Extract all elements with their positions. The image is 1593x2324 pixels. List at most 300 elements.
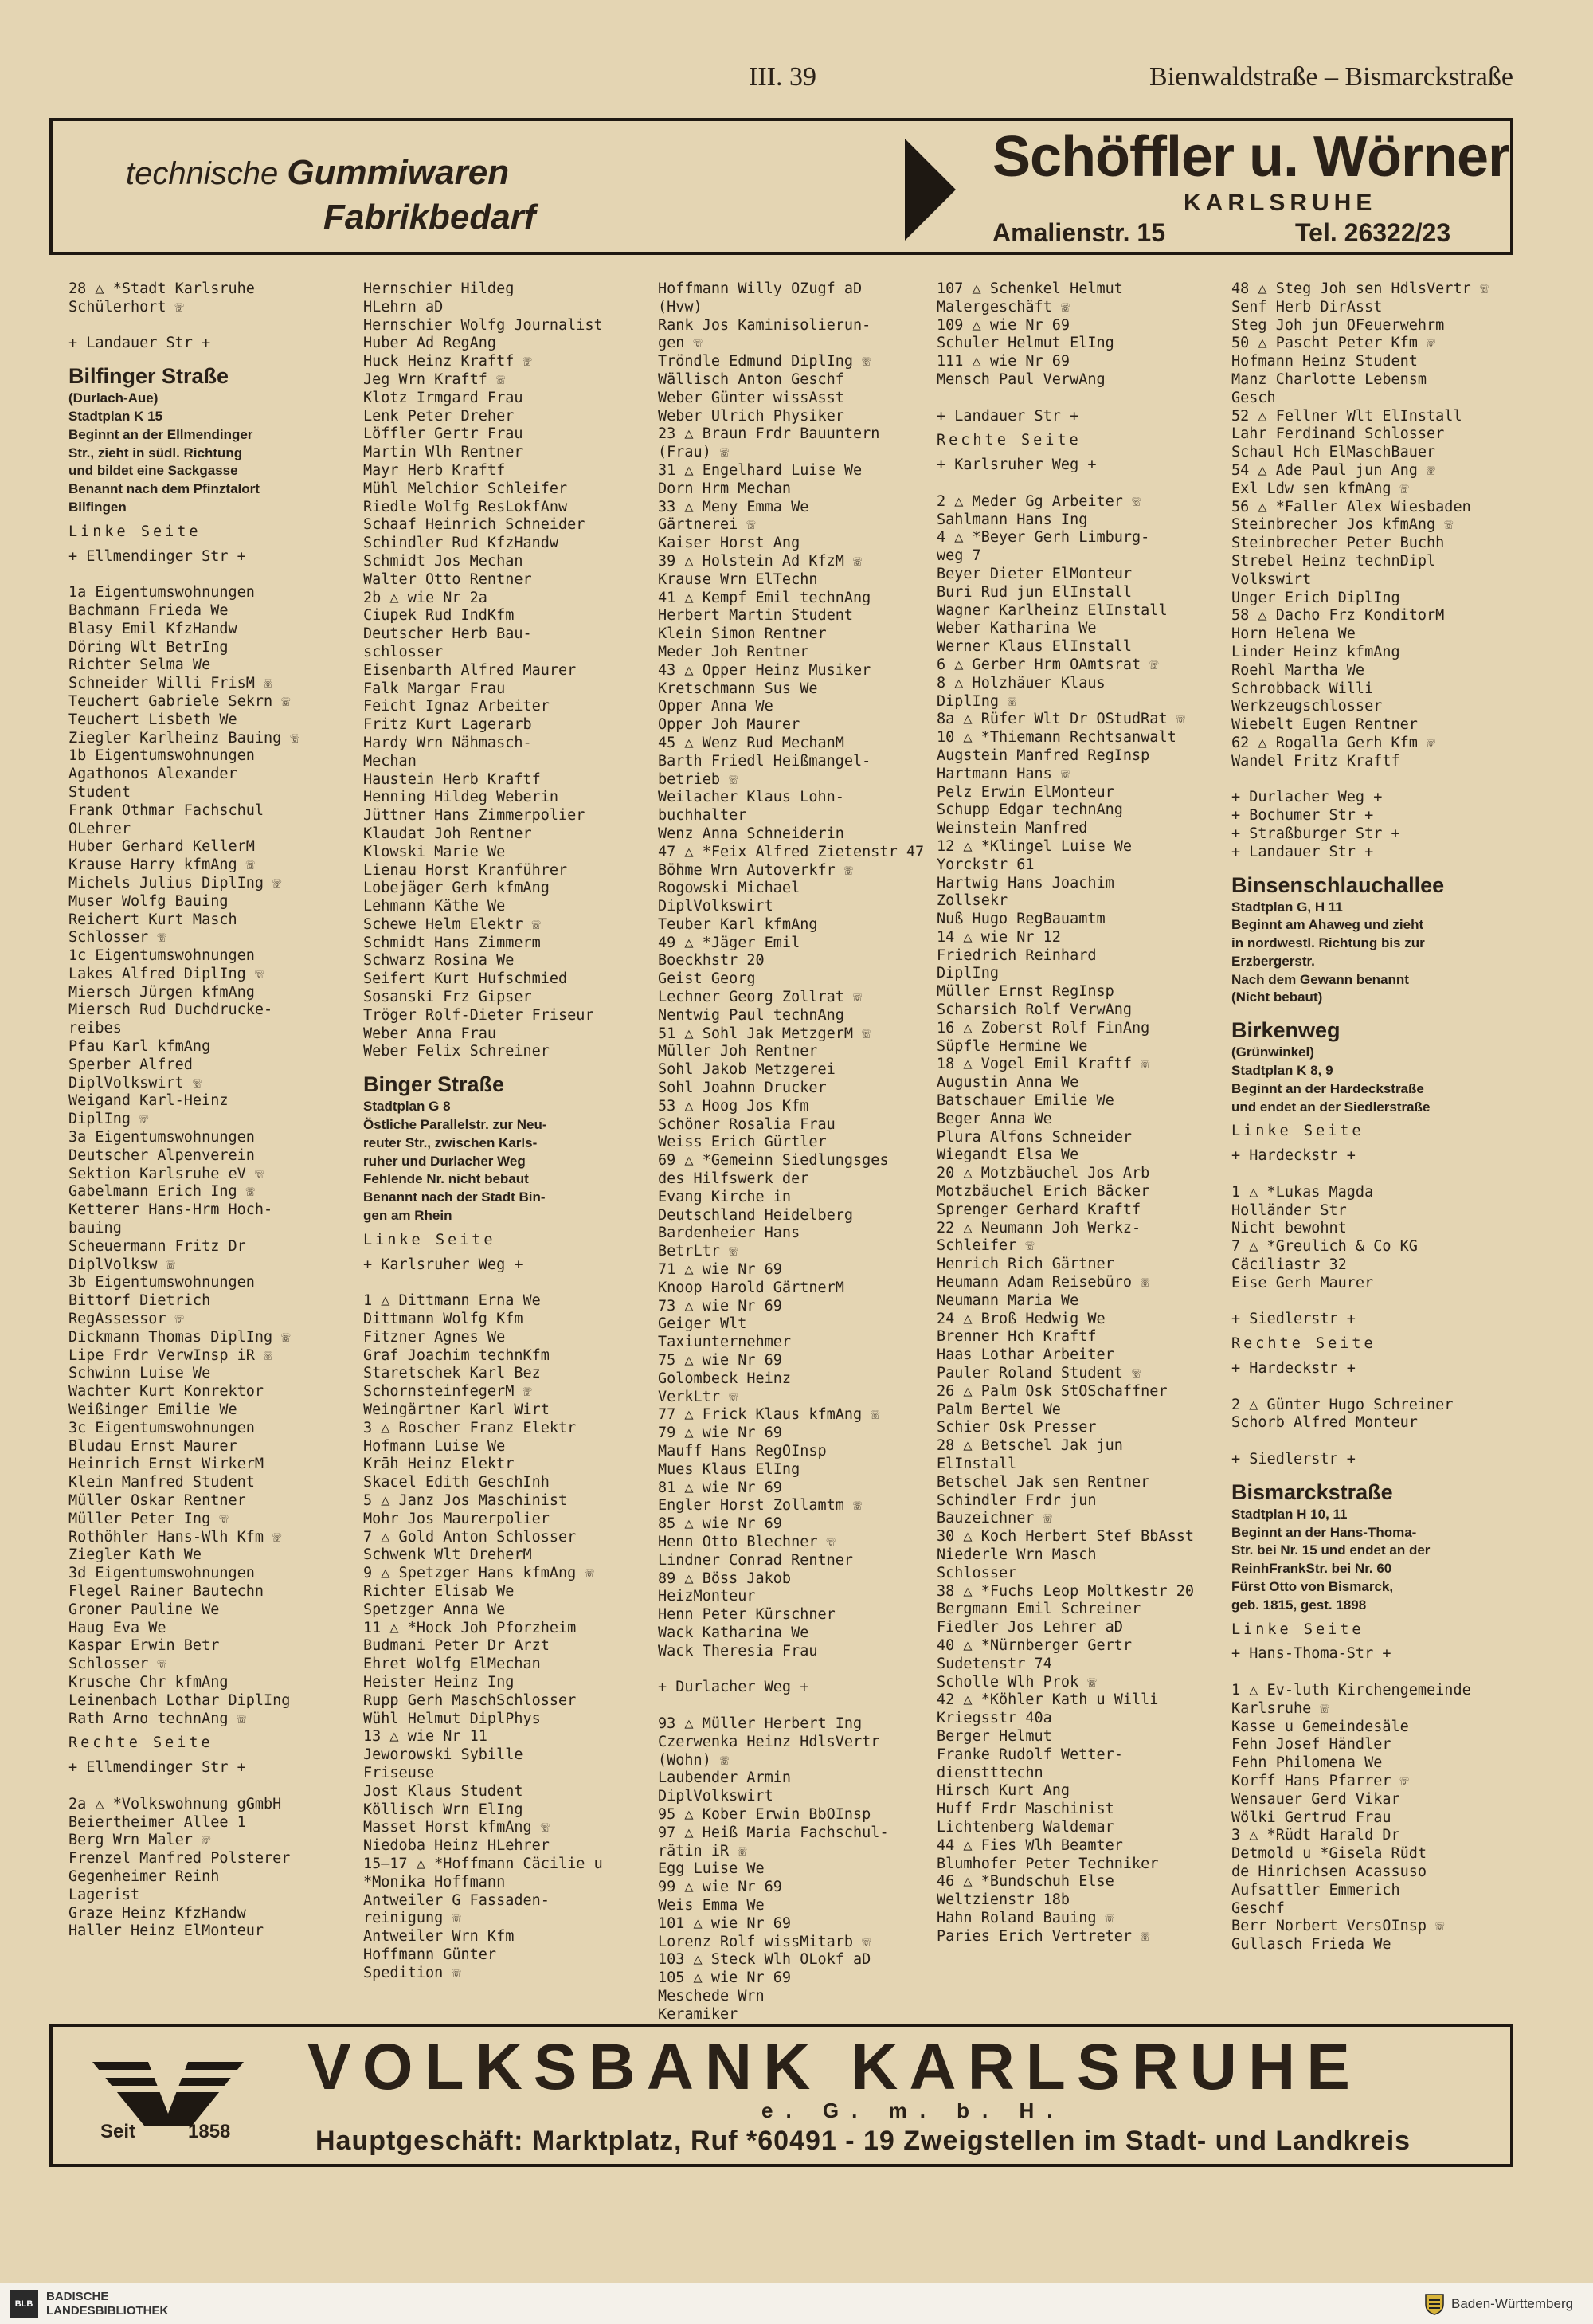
entry-line: 40 △ *Nürnberger Gertr bbox=[937, 1636, 1133, 1654]
entry-line: + Siedlerstr + bbox=[1231, 1451, 1356, 1468]
entry-line: Huber Ad RegAng bbox=[363, 335, 497, 352]
ad-city: KARLSRUHE bbox=[1184, 190, 1377, 216]
entry-line: buchhalter bbox=[658, 807, 747, 825]
entry-line: 3b Eigentumswohnungen bbox=[68, 1274, 255, 1291]
entry-line bbox=[1231, 1293, 1517, 1311]
entry-line bbox=[937, 475, 1222, 493]
entry-line: Senf Herb DirAsst bbox=[1231, 298, 1383, 315]
entry-line: 99 △ wie Nr 69 bbox=[658, 1879, 782, 1896]
entry-line bbox=[68, 1777, 354, 1796]
entry-line: 31 △ Engelhard Luise We bbox=[658, 461, 863, 479]
entry-line bbox=[658, 1697, 943, 1715]
entry-line: Schwenk Wlt DreherM bbox=[363, 1546, 532, 1564]
entry-line: Lagerist bbox=[68, 1886, 140, 1903]
entry-line: Schewe Helm Elektr ☏ bbox=[363, 915, 541, 933]
entry-line: Ziegler Kath We bbox=[68, 1546, 202, 1564]
entry-line: Weingärtner Karl Wirt bbox=[363, 1401, 550, 1419]
entry-line: 97 △ Heiß Maria Fachschul- bbox=[658, 1824, 889, 1841]
entry-line: + Bochumer Str + bbox=[1231, 807, 1374, 825]
entry-line: 3a Eigentumswohnungen bbox=[68, 1129, 255, 1146]
entry-line: 4 △ *Beyer Gerh Limburg- bbox=[937, 529, 1150, 547]
entry-line: Cäciliastr 32 bbox=[1231, 1256, 1347, 1274]
street-heading: Binsenschlauchallee bbox=[1231, 872, 1445, 897]
entry-line: Steinbrecher Jos kfmAng ☏ bbox=[1231, 516, 1454, 534]
entry-line: Beiertheimer Allee 1 bbox=[68, 1813, 246, 1831]
entry-line: 73 △ wie Nr 69 bbox=[658, 1297, 782, 1315]
entry-line: Lechner Georg Zollrat ☏ bbox=[658, 989, 863, 1006]
street-info: (Grünwinkel) bbox=[1231, 1044, 1314, 1060]
entry-line: Sudetenstr 74 bbox=[937, 1655, 1052, 1672]
entry-line: 10 △ *Thiemann Rechtsanwalt bbox=[937, 729, 1176, 747]
entry-line: Lienau Horst Kranführer bbox=[363, 861, 568, 879]
entry-line: Eisenbarth Alfred Maurer bbox=[363, 661, 577, 679]
entry-line: ElInstall bbox=[937, 1456, 1017, 1472]
street-info: Fürst Otto von Bismarck, bbox=[1231, 1579, 1394, 1594]
entry-line: Engler Horst Zollamtm ☏ bbox=[658, 1497, 863, 1515]
entry-line: 2 △ Meder Gg Arbeiter ☏ bbox=[937, 492, 1141, 510]
entry-line: 49 △ *Jäger Emil bbox=[658, 934, 800, 951]
entry-line: 53 △ Hoog Jos Kfm bbox=[658, 1097, 809, 1115]
entry-line: Barth Friedl Heißmangel- bbox=[658, 752, 871, 770]
entry-line: Haller Heinz ElMonteur bbox=[68, 1922, 264, 1940]
entry-line: Paries Erich Vertreter ☏ bbox=[937, 1927, 1150, 1945]
entry-line: Spetzger Anna We bbox=[363, 1601, 506, 1618]
entry-line: Ehret Wolfg ElMechan bbox=[363, 1656, 541, 1673]
entry-line: Scholle Wlh Prok ☏ bbox=[937, 1673, 1097, 1691]
entry-line: Schlosser ☏ bbox=[68, 1656, 166, 1673]
entry-line: Schrobback Willi bbox=[1231, 680, 1374, 697]
entry-line: 3c Eigentumswohnungen bbox=[68, 1419, 255, 1436]
entry-line: Hartmann Hans ☏ bbox=[937, 765, 1070, 782]
entry-line: SchornsteinfegerM ☏ bbox=[363, 1383, 532, 1401]
street-heading: Bilfinger Straße bbox=[68, 364, 229, 389]
street-info: und bildet eine Sackgasse bbox=[68, 463, 238, 479]
street-info: Beginnt am Ahaweg und zieht bbox=[1231, 917, 1424, 933]
side-heading: Linke Seite bbox=[363, 1231, 496, 1248]
entry-line: DiplVolksw ☏ bbox=[68, 1256, 175, 1273]
entry-line: 7 △ *Greulich & Co KG bbox=[1231, 1238, 1418, 1256]
entry-line: 77 △ Frick Klaus kfmAng ☏ bbox=[658, 1406, 880, 1424]
entry-line: 16 △ Zoberst Rolf FinAng bbox=[937, 1019, 1150, 1037]
entry-line: Student bbox=[68, 783, 131, 801]
entry-line: Riedle Wolfg ResLokfAnw bbox=[363, 498, 568, 515]
street-info: Stadtplan G 8 bbox=[363, 1099, 451, 1115]
entry-line: Richter Selma We bbox=[68, 656, 211, 674]
entry-line: Lahr Ferdinand Schlosser bbox=[1231, 425, 1445, 443]
entry-line: Yorckstr 61 bbox=[937, 856, 1035, 873]
entry-line: 8 △ Holzhäuer Klaus bbox=[937, 674, 1106, 692]
entry-line: Rupp Gerh MaschSchlosser bbox=[363, 1691, 577, 1709]
entry-line: Lorenz Rolf wissMitarb ☏ bbox=[658, 1933, 871, 1950]
entry-line bbox=[1231, 1378, 1517, 1397]
street-heading: Bismarckstraße bbox=[1231, 1479, 1393, 1504]
entry-line: HeizMonteur bbox=[658, 1588, 756, 1605]
entry-line: betrieb ☏ bbox=[658, 770, 738, 788]
entry-line: Franke Rudolf Wetter- bbox=[937, 1746, 1123, 1763]
entry-line: Sosanski Frz Gipser bbox=[363, 989, 532, 1006]
entry-line: Steg Joh jun OFeuerwehrm bbox=[1231, 316, 1445, 334]
page-number: III. 39 bbox=[749, 62, 816, 92]
entry-line: Taxiunternehmer bbox=[658, 1334, 792, 1351]
entry-line: OLehrer bbox=[68, 820, 131, 837]
street-info: Benannt nach dem Pfinztalort bbox=[68, 481, 260, 497]
entry-line: Hardy Wrn Nähmasch- bbox=[363, 734, 532, 751]
street-info: Benannt nach der Stadt Bin- bbox=[363, 1189, 546, 1205]
entry-line: Krāh Heinz Elektr bbox=[363, 1456, 515, 1473]
street-info: Beginnt an der Ellmendinger bbox=[68, 426, 253, 442]
entry-line: Wiebelt Eugen Rentner bbox=[1231, 716, 1418, 734]
entry-line: Brenner Hch Kraftf bbox=[937, 1328, 1097, 1346]
entry-line: Batschauer Emilie We bbox=[937, 1092, 1114, 1110]
entry-line: 23 △ Braun Frdr Bauuntern bbox=[658, 425, 880, 443]
entry-line: Löffler Gertr Frau bbox=[363, 425, 523, 443]
entry-line: + Hans-Thoma-Str + bbox=[1231, 1645, 1391, 1663]
entry-line: Plura Alfons Schneider bbox=[937, 1128, 1133, 1146]
entry-line bbox=[1231, 771, 1517, 790]
entry-line: Geist Georg bbox=[658, 970, 756, 988]
entry-line: Karlsruhe ☏ bbox=[1231, 1699, 1329, 1717]
entry-line: + Durlacher Weg + bbox=[658, 1679, 809, 1696]
entry-line: 2a △ *Volkswohnung gGmbH bbox=[68, 1795, 282, 1813]
entry-line: Bittorf Dietrich bbox=[68, 1292, 211, 1310]
entry-line: Hofmann Heinz Student bbox=[1231, 353, 1418, 370]
entry-line: 3 △ Roscher Franz Elektr bbox=[363, 1419, 577, 1436]
entry-line: Aufsattler Emmerich bbox=[1231, 1881, 1400, 1899]
entry-line: 47 △ *Feix Alfred Zietenstr 47 bbox=[658, 843, 925, 860]
entry-line: Hartwig Hans Joachim bbox=[937, 874, 1114, 892]
entry-line: Haustein Herb Kraftf bbox=[363, 770, 541, 788]
entry-line: Keramiker bbox=[658, 2005, 738, 2023]
entry-line: Kaspar Erwin Betr bbox=[68, 1637, 220, 1655]
entry-line: Wölki Gertrud Frau bbox=[1231, 1809, 1391, 1826]
entry-line: Nentwig Paul technAng bbox=[658, 1006, 844, 1024]
entry-line: Lenk Peter Dreher bbox=[363, 407, 515, 425]
entry-line: Holländer Str bbox=[1231, 1201, 1347, 1219]
entry-line: 103 △ Steck Wlh OLokf aD bbox=[658, 1951, 871, 1969]
entry-line: Evang Kirche in bbox=[658, 1188, 792, 1205]
entry-line: 9 △ Spetzger Hans kfmAng ☏ bbox=[363, 1565, 594, 1582]
entry-line: Manz Charlotte Lebensm bbox=[1231, 370, 1427, 388]
entry-line: Huber Gerhard KellerM bbox=[68, 838, 255, 856]
entry-line: Mohr Jos Maurerpolier bbox=[363, 1510, 550, 1527]
entry-line: Bardenheier Hans bbox=[658, 1225, 800, 1242]
entry-line: Weber Anna Frau bbox=[363, 1025, 497, 1042]
entry-line: Mues Klaus ElIng bbox=[658, 1460, 800, 1478]
entry-line: schlosser bbox=[363, 643, 444, 660]
entry-line: Schwarz Rosina We bbox=[363, 952, 515, 970]
entry-line: Strebel Heinz technDipl bbox=[1231, 552, 1436, 570]
ad-seit: Seit bbox=[100, 2121, 136, 2142]
entry-line: de Hinrichsen Acassuso bbox=[1231, 1863, 1427, 1880]
entry-line: Sohl Joahnn Drucker bbox=[658, 1080, 827, 1097]
entry-line: Beyer Dieter ElMonteur bbox=[937, 565, 1133, 582]
entry-line: Tröger Rolf-Dieter Friseur bbox=[363, 1006, 594, 1024]
entry-line: HLehrn aD bbox=[363, 298, 444, 315]
directory-column-3 bbox=[658, 280, 943, 2024]
advertisement-volksbank bbox=[49, 2024, 1513, 2167]
ad-text-gummiwaren: Gummiwaren bbox=[287, 153, 510, 192]
entry-line: 18 △ Vogel Emil Kraftf ☏ bbox=[937, 1056, 1150, 1073]
entry-line: Fritz Kurt Lagerarb bbox=[363, 716, 532, 734]
street-info: ReinhFrankStr. bei Nr. 60 bbox=[1231, 1561, 1392, 1577]
entry-line: Lichtenberg Waldemar bbox=[937, 1818, 1114, 1836]
street-heading: Birkenweg bbox=[1231, 1018, 1341, 1043]
entry-line bbox=[937, 390, 1222, 408]
street-info: Fehlende Nr. nicht bebaut bbox=[363, 1171, 529, 1187]
entry-line: *Monika Hoffmann bbox=[363, 1873, 506, 1891]
entry-line: 107 △ Schenkel Helmut bbox=[937, 280, 1123, 297]
entry-line: Niederle Wrn Masch bbox=[937, 1546, 1097, 1563]
entry-line: Opper Anna We bbox=[658, 698, 773, 715]
entry-line: Klein Manfred Student bbox=[68, 1474, 255, 1491]
entry-line: Sektion Karlsruhe eV ☏ bbox=[68, 1165, 264, 1182]
ad-address: Amalienstr. 15 bbox=[992, 218, 1165, 247]
entry-line: Müller Joh Rentner bbox=[658, 1043, 818, 1060]
entry-line: 79 △ wie Nr 69 bbox=[658, 1425, 782, 1442]
entry-line: Döring Wlt BetrIng bbox=[68, 638, 229, 656]
entry-line: Hofmann Luise We bbox=[363, 1437, 506, 1455]
entry-line: Augstein Manfred RegInsp bbox=[937, 747, 1150, 764]
entry-line: Zollsekr bbox=[937, 892, 1008, 910]
entry-line: Gullasch Frieda We bbox=[1231, 1936, 1391, 1954]
entry-line: rätin iR ☏ bbox=[658, 1842, 747, 1860]
ad-phone: Tel. 26322/23 bbox=[1295, 218, 1451, 247]
entry-line: Werner Klaus ElInstall bbox=[937, 638, 1133, 656]
entry-line: Walter Otto Rentner bbox=[363, 570, 532, 588]
entry-line: Sohl Jakob Metzgerei bbox=[658, 1061, 836, 1079]
entry-line: BetrLtr ☏ bbox=[658, 1243, 738, 1260]
entry-line: Tröndle Edmund DiplIng ☏ bbox=[658, 353, 871, 370]
ad-bank-name: VOLKSBANK KARLSRUHE bbox=[307, 2031, 1361, 2103]
entry-line: Scheuermann Fritz Dr bbox=[68, 1237, 246, 1255]
running-header-streets: Bienwaldstraße – Bismarckstraße bbox=[1149, 62, 1513, 92]
entry-line: Richter Elisab We bbox=[363, 1582, 515, 1600]
entry-line: Scharsich Rolf VerwAng bbox=[937, 1001, 1133, 1019]
entry-line: + Karlsruher Weg + bbox=[363, 1256, 523, 1273]
entry-line: Ketterer Hans-Hrm Hoch- bbox=[68, 1201, 273, 1219]
entry-line: Antweiler G Fassaden- bbox=[363, 1891, 550, 1909]
entry-line: Golombeck Heinz bbox=[658, 1370, 792, 1387]
entry-line: Feicht Ignaz Arbeiter bbox=[363, 698, 550, 715]
entry-line: DiplIng ☏ bbox=[68, 1111, 149, 1128]
side-heading: Linke Seite bbox=[1231, 1123, 1364, 1140]
ad-year: 1858 bbox=[188, 2121, 231, 2142]
entry-line: Rath Arno technAng ☏ bbox=[68, 1710, 246, 1727]
entry-line: Weis Emma We bbox=[658, 1896, 765, 1914]
entry-line: Jost Klaus Student bbox=[363, 1782, 523, 1800]
entry-line: Teuber Karl kfmAng bbox=[658, 915, 818, 933]
entry-line: Kretschmann Sus We bbox=[658, 680, 818, 697]
entry-line: Müller Peter Ing ☏ bbox=[68, 1510, 229, 1527]
entry-line: 14 △ wie Nr 12 bbox=[937, 928, 1061, 946]
entry-line: Schleifer ☏ bbox=[937, 1237, 1035, 1255]
entry-line: Reichert Kurt Masch bbox=[68, 911, 237, 928]
entry-line: Pelz Erwin ElMonteur bbox=[937, 783, 1114, 801]
entry-line: Schaul Hch ElMaschBauer bbox=[1231, 444, 1436, 461]
entry-line: Klaudat Joh Rentner bbox=[363, 825, 532, 842]
entry-line: Henn Peter Kürschner bbox=[658, 1606, 836, 1624]
entry-line: Deutscher Alpenverein bbox=[68, 1146, 255, 1164]
entry-line: Müller Oskar Rentner bbox=[68, 1492, 246, 1509]
entry-line: Spedition ☏ bbox=[363, 1964, 461, 1981]
entry-line: Nicht bewohnt bbox=[1231, 1220, 1347, 1237]
entry-line: Detmold u *Gisela Rüdt bbox=[1231, 1845, 1427, 1863]
entry-line: Weber Felix Schreiner bbox=[363, 1043, 550, 1060]
entry-line: Jüttner Hans Zimmerpolier bbox=[363, 807, 585, 825]
entry-line: Frank Othmar Fachschul bbox=[68, 801, 264, 819]
entry-line: Schindler Rud KfzHandw bbox=[363, 535, 559, 552]
entry-line: Leinenbach Lothar DiplIng bbox=[68, 1691, 291, 1709]
entry-line: + Karlsruher Weg + bbox=[937, 457, 1097, 474]
entry-line: Lehmann Käthe We bbox=[363, 898, 506, 915]
entry-line: Miersch Rud Duchdrucke- bbox=[68, 1001, 273, 1019]
street-info: Str. bei Nr. 15 und endet an der bbox=[1231, 1542, 1431, 1558]
entry-line: 81 △ wie Nr 69 bbox=[658, 1479, 782, 1496]
entry-line: Rank Jos Kaminisolierun- bbox=[658, 316, 871, 334]
entry-line: Pfau Karl kfmAng bbox=[68, 1038, 211, 1056]
entry-line: Henning Hildeg Weberin bbox=[363, 789, 559, 806]
entry-line: Laubender Armin bbox=[658, 1769, 792, 1787]
entry-line: 22 △ Neumann Joh Werkz- bbox=[937, 1219, 1141, 1236]
entry-line: Schwinn Luise We bbox=[68, 1365, 211, 1382]
entry-line: 33 △ Meny Emma We bbox=[658, 498, 809, 515]
entry-line: 48 △ Steg Joh sen HdlsVertr ☏ bbox=[1231, 280, 1489, 297]
entry-line: Weber Katharina We bbox=[937, 620, 1097, 637]
street-info: (Nicht bebaut) bbox=[1231, 990, 1323, 1005]
entry-line: Flegel Rainer Bautechn bbox=[68, 1582, 264, 1600]
entry-line: Korff Hans Pfarrer ☏ bbox=[1231, 1772, 1409, 1789]
entry-line: Teuchert Gabriele Sekrn ☏ bbox=[68, 692, 291, 710]
entry-line: 58 △ Dacho Frz KonditorM bbox=[1231, 607, 1445, 625]
entry-line: Weiss Erich Gürtler bbox=[658, 1134, 827, 1151]
entry-line: 12 △ *Klingel Luise We bbox=[937, 837, 1133, 855]
entry-line: DiplIng bbox=[937, 965, 999, 982]
entry-line: 44 △ Fies Wlh Beamter bbox=[937, 1836, 1123, 1854]
street-info: Stadtplan G, H 11 bbox=[1231, 899, 1343, 915]
entry-line: Deutscher Herb Bau- bbox=[363, 625, 532, 643]
entry-line: Hahn Roland Bauing ☏ bbox=[937, 1909, 1114, 1926]
entry-line: Klotz Irmgard Frau bbox=[363, 389, 523, 406]
entry-line: Böhme Wrn Autoverkfr ☏ bbox=[658, 861, 854, 879]
entry-line: 11 △ *Hock Joh Pforzheim bbox=[363, 1619, 577, 1636]
entry-line: Schorb Alfred Monteur bbox=[1231, 1414, 1418, 1432]
entry-line: Linder Heinz kfmAng bbox=[1231, 643, 1400, 660]
street-info: Stadtplan K 8, 9 bbox=[1231, 1063, 1333, 1079]
entry-line: Czerwenka Heinz HdlsVertr bbox=[658, 1733, 880, 1750]
entry-line: Dickmann Thomas DiplIng ☏ bbox=[68, 1328, 291, 1346]
entry-line: 95 △ Kober Erwin BbOInsp bbox=[658, 1805, 871, 1823]
entry-line: Meschede Wrn bbox=[658, 1987, 765, 2005]
ad-main-office: Hauptgeschäft: Marktplatz, Ruf *60491 - 19 Zweigstellen im Stadt- und Landkreis bbox=[315, 2126, 1411, 2156]
entry-line: Berg Wrn Maler ☏ bbox=[68, 1832, 211, 1849]
entry-line: bauing bbox=[68, 1220, 122, 1237]
entry-line: Friseuse bbox=[363, 1764, 435, 1781]
entry-line: 85 △ wie Nr 69 bbox=[658, 1515, 782, 1533]
entry-line: Skacel Edith GeschInh bbox=[363, 1474, 550, 1491]
entry-line: Krause Wrn ElTechn bbox=[658, 570, 818, 588]
entry-line: Klein Simon Rentner bbox=[658, 625, 827, 643]
entry-line: Buri Rud jun ElInstall bbox=[937, 583, 1133, 601]
entry-line: Friedrich Reinhard bbox=[937, 946, 1097, 964]
entry-line: Herbert Martin Student bbox=[658, 607, 854, 625]
entry-line: Wachter Kurt Konrektor bbox=[68, 1383, 264, 1401]
entry-line: + Landauer Str + bbox=[937, 407, 1079, 425]
entry-line: Ciupek Rud IndKfm bbox=[363, 607, 515, 625]
entry-line: DiplIng ☏ bbox=[937, 692, 1017, 710]
street-info: in nordwestl. Richtung bis zur bbox=[1231, 935, 1425, 951]
street-info: gen am Rhein bbox=[363, 1208, 452, 1224]
street-info: Nach dem Gewann benannt bbox=[1231, 971, 1409, 987]
entry-line: Klowski Marie We bbox=[363, 843, 506, 860]
entry-line: Wack Theresia Frau bbox=[658, 1642, 818, 1660]
street-info: Stadtplan H 10, 11 bbox=[1231, 1506, 1348, 1522]
entry-line: Eise Gerh Maurer bbox=[1231, 1274, 1374, 1291]
entry-line: Kaiser Horst Ang bbox=[658, 535, 800, 552]
entry-line: Gärtnerei ☏ bbox=[658, 516, 756, 534]
entry-line: Masset Horst kfmAng ☏ bbox=[363, 1819, 550, 1836]
entry-line: 42 △ *Köhler Kath u Willi bbox=[937, 1691, 1159, 1709]
entry-line: Hoffmann Günter bbox=[363, 1946, 497, 1963]
entry-line: 41 △ Kempf Emil technAng bbox=[658, 589, 871, 606]
entry-line: Mauff Hans RegOInsp bbox=[658, 1443, 827, 1460]
entry-line: Schneider Willi FrisM ☏ bbox=[68, 675, 273, 692]
entry-line: 69 △ *Gemeinn Siedlungsges bbox=[658, 1152, 889, 1170]
entry-line: Antweiler Wrn Kfm bbox=[363, 1928, 515, 1946]
entry-line: reibes bbox=[68, 1020, 122, 1037]
entry-line: Haas Lothar Arbeiter bbox=[937, 1346, 1114, 1364]
entry-line: Geschf bbox=[1231, 1899, 1285, 1917]
street-heading: Binger Straße bbox=[363, 1072, 505, 1097]
entry-line: weg 7 bbox=[937, 547, 981, 565]
entry-line: Gabelmann Erich Ing ☏ bbox=[68, 1183, 255, 1201]
entry-line: Gesch bbox=[1231, 389, 1276, 406]
entry-line: Groner Pauline We bbox=[68, 1601, 220, 1618]
entry-line: 56 △ *Faller Alex Wiesbaden bbox=[1231, 498, 1471, 515]
entry-line: Lindner Conrad Rentner bbox=[658, 1551, 854, 1569]
entry-line: Sprenger Gerhard Kraftf bbox=[937, 1201, 1141, 1218]
entry-line: Graze Heinz KfzHandw bbox=[68, 1904, 246, 1922]
entry-line: Neumann Maria We bbox=[937, 1291, 1079, 1309]
entry-line: Weber Ulrich Physiker bbox=[658, 407, 844, 425]
entry-line: Schülerhort ☏ bbox=[68, 298, 184, 315]
entry-line: Huff Frdr Maschinist bbox=[937, 1801, 1114, 1818]
entry-line: + Landauer Str + bbox=[68, 335, 211, 352]
entry-line: Schaaf Heinrich Schneider bbox=[363, 516, 585, 534]
entry-line: + Straßburger Str + bbox=[1231, 825, 1400, 842]
entry-line: 30 △ Koch Herbert Stef BbAsst bbox=[937, 1528, 1195, 1546]
entry-line: Bauzeichner ☏ bbox=[937, 1510, 1052, 1527]
coat-of-arms-icon bbox=[1424, 2293, 1445, 2315]
entry-line: Wandel Fritz Kraftf bbox=[1231, 752, 1400, 770]
entry-line: Blasy Emil KfzHandw bbox=[68, 620, 237, 637]
entry-line: Süpfle Hermine We bbox=[937, 1037, 1088, 1055]
entry-line: 28 △ Betschel Jak jun bbox=[937, 1437, 1123, 1455]
entry-line: Schupp Edgar technAng bbox=[937, 801, 1123, 819]
ad-text-fabrikbedarf: Fabrikbedarf bbox=[323, 198, 536, 237]
entry-line: Dorn Hrm Mechan bbox=[658, 480, 792, 497]
entry-line: Schöner Rosalia Frau bbox=[658, 1115, 836, 1133]
entry-line: Nuß Hugo RegBauamtm bbox=[937, 911, 1106, 928]
entry-line: 2b △ wie Nr 2a bbox=[363, 589, 487, 606]
entry-line: 1c Eigentumswohnungen bbox=[68, 947, 255, 965]
entry-line: Mayr Herb Kraftf bbox=[363, 461, 506, 479]
entry-line: Teuchert Lisbeth We bbox=[68, 711, 237, 728]
entry-line: Henn Otto Blechner ☏ bbox=[658, 1533, 836, 1550]
entry-line: Mensch Paul VerwAng bbox=[937, 370, 1106, 388]
entry-line: + Landauer Str + bbox=[1231, 843, 1374, 860]
ad-line-products bbox=[126, 153, 509, 193]
directory-column-2 bbox=[363, 280, 648, 1983]
